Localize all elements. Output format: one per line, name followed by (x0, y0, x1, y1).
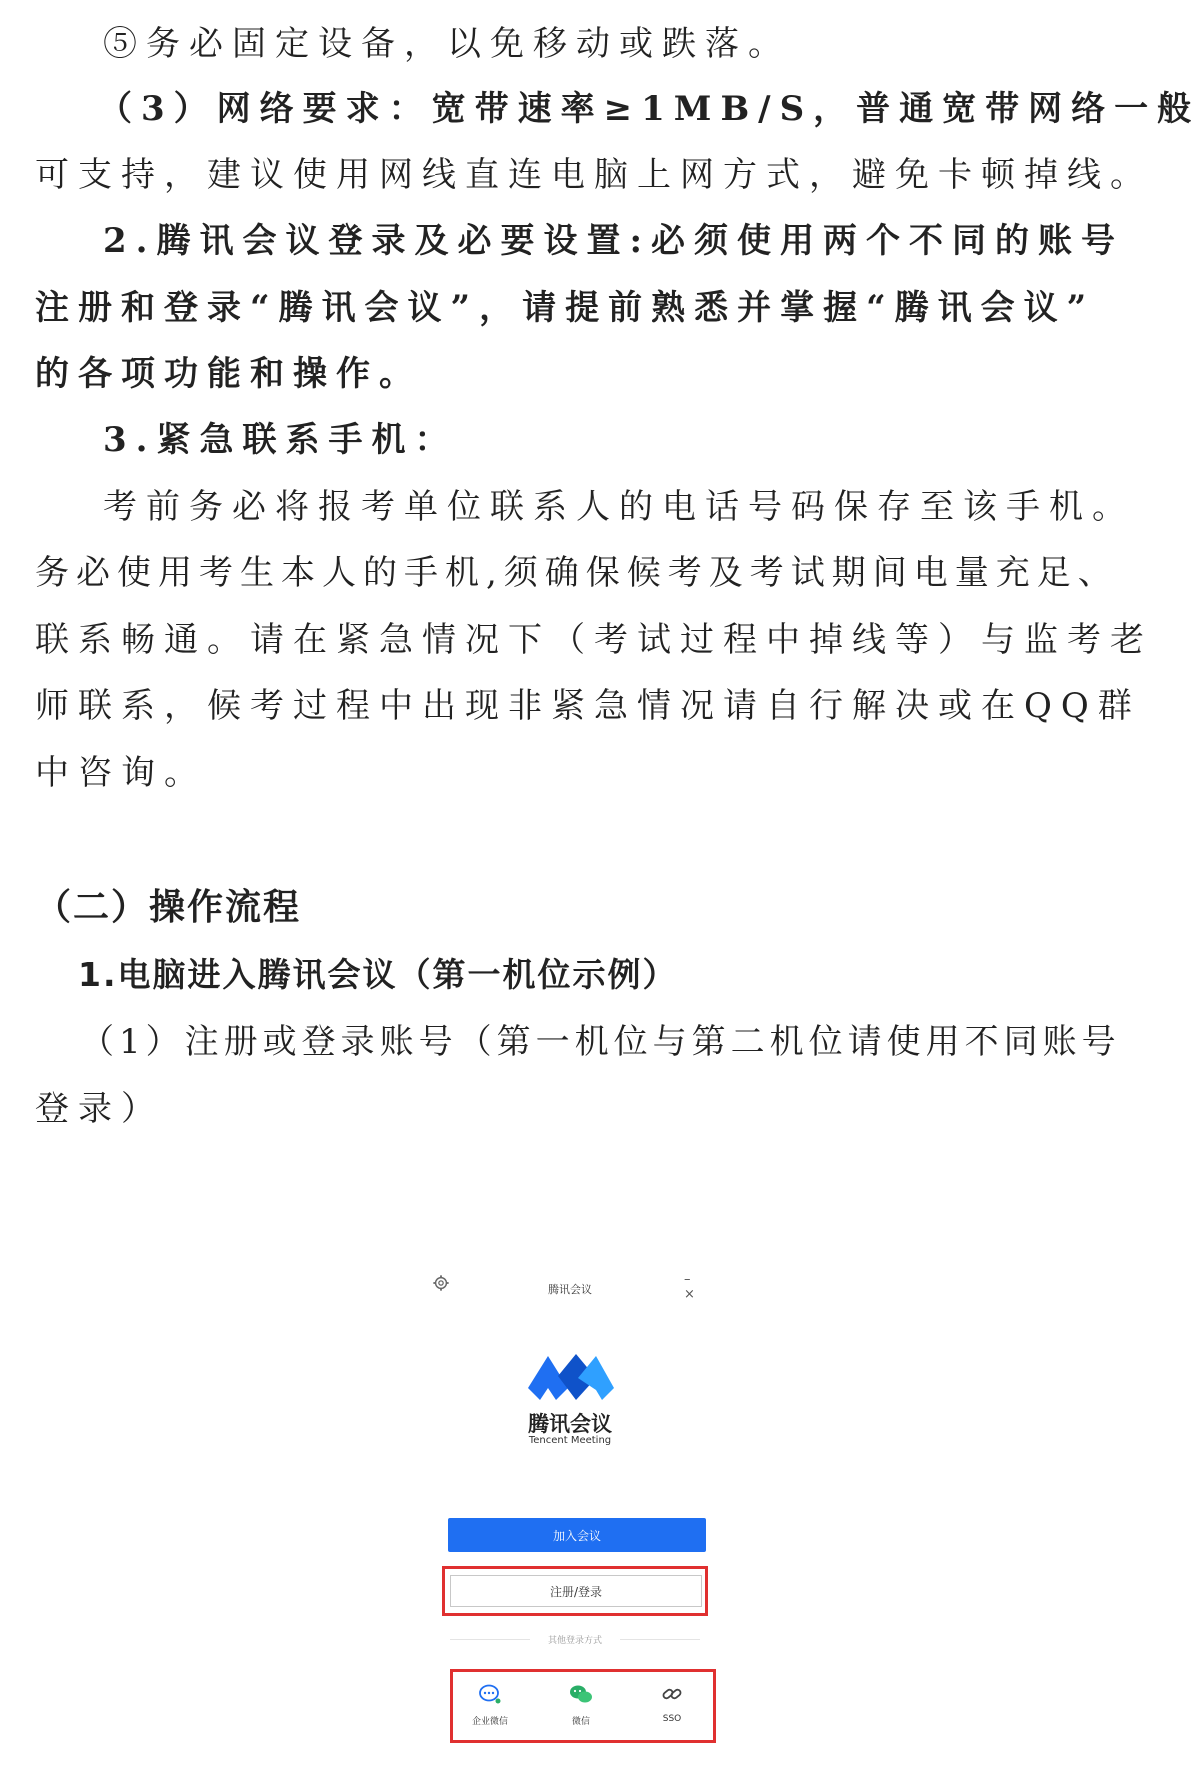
login-option-wecom[interactable] (455, 1682, 525, 1727)
other-login-label: 其他登录方式 (547, 1636, 602, 1646)
text-line-5: 注册和登录“腾讯会议”，请提前熟悉并掌握“腾讯会议” (35, 288, 1096, 328)
separator-line-right (620, 1639, 700, 1640)
login-options-highlight-box (450, 1669, 716, 1743)
login-option-label: 企业微信 (471, 1717, 508, 1727)
login-option-sso[interactable] (637, 1682, 707, 1724)
text-line-12: 中咨询。 (35, 753, 207, 793)
text-line-2: （3）网络要求：宽带速率≥1MB/S，普通宽带网络一般 (98, 89, 1200, 129)
wechat-icon (568, 1682, 594, 1706)
link-icon (659, 1682, 685, 1706)
text-line-9: 务必使用考生本人的手机,须确保候考及考试期间电量充足、 (35, 553, 1119, 593)
text-line-15: （1）注册或登录账号（第一机位与第二机位请使用不同账号 (80, 1022, 1121, 1062)
text-line-10: 联系畅通。请在紧急情况下（考试过程中掉线等）与监考老 (35, 620, 1153, 660)
text-line-8: 考前务必将报考单位联系人的电话号码保存至该手机。 (103, 487, 1135, 527)
window-title: 腾讯会议 (548, 1283, 592, 1296)
brand-name: 腾讯会议 (528, 1412, 612, 1436)
other-login-separator (450, 1632, 700, 1646)
text-line-6: 的各项功能和操作。 (35, 354, 422, 394)
text-line-4: 2.腾讯会议登录及必要设置:必须使用两个不同的账号 (103, 221, 1125, 261)
join-meeting-button[interactable]: 加入会议 (448, 1518, 706, 1552)
text-line-7: 3.紧急联系手机： (103, 420, 458, 460)
wecom-icon (477, 1682, 503, 1706)
text-line-16: 登录） (35, 1089, 164, 1129)
login-option-label: 微信 (571, 1717, 590, 1727)
text-line-3: 可支持，建议使用网线直连电脑上网方式，避免卡顿掉线。 (35, 155, 1153, 195)
tencent-meeting-logo (526, 1348, 616, 1404)
register-login-button[interactable]: 注册/登录 (450, 1575, 702, 1607)
login-option-wechat[interactable] (546, 1682, 616, 1727)
section-heading: （二）操作流程 (35, 887, 302, 928)
window-controls[interactable]: – × (684, 1272, 701, 1302)
text-line-11: 师联系，候考过程中出现非紧急情况请自行解决或在QQ群 (35, 686, 1141, 726)
tencent-meeting-login-window (420, 1248, 720, 1775)
sub-heading: 1.电脑进入腾讯会议（第一机位示例） (78, 955, 678, 994)
text-line-1: ⑤务必固定设备，以免移动或跌落。 (103, 24, 791, 64)
brand-name-en: Tencent Meeting (528, 1435, 612, 1446)
login-option-label: SSO (662, 1714, 682, 1724)
